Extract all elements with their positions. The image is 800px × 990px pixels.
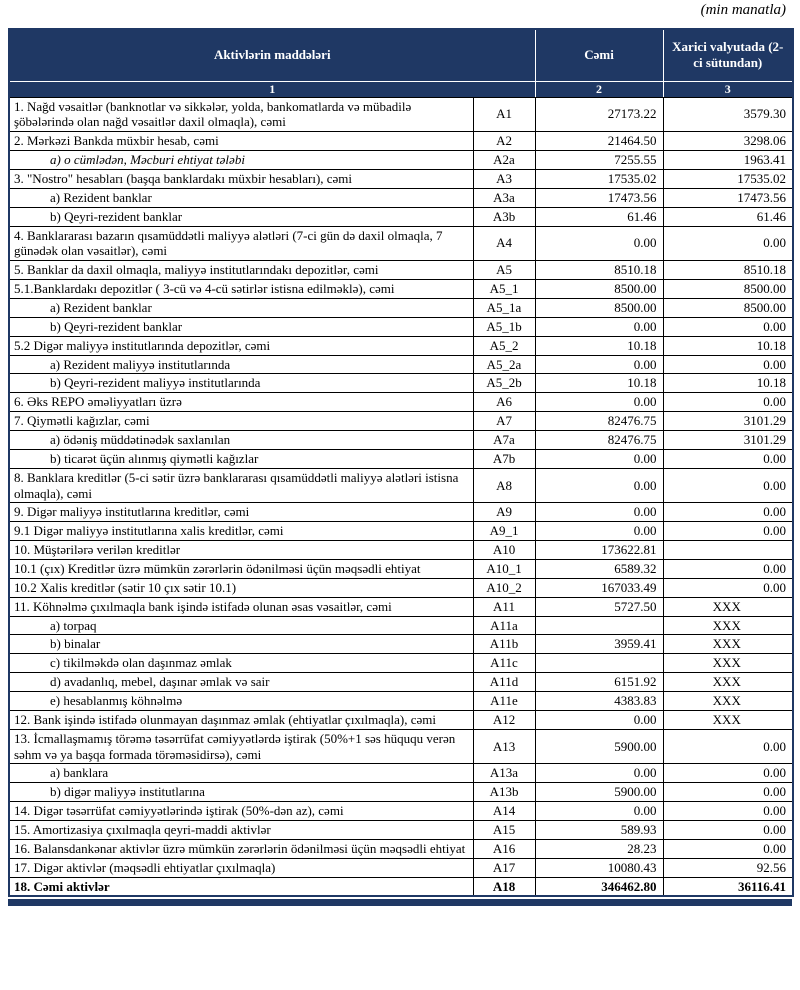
row-total-value: 10.18 [535, 336, 663, 355]
row-code: A3b [473, 207, 535, 226]
row-label: 5.1.Banklardakı depozitlər ( 3-cü və 4-cü sətirlər istisna edilməklə), cəmi [9, 280, 473, 299]
row-label: 6. Əks REPO əməliyyatları üzrə [9, 393, 473, 412]
table-row [9, 374, 793, 393]
row-foreign-value: 61.46 [663, 207, 793, 226]
row-foreign-value: 1963.41 [663, 151, 793, 170]
row-label: 10.2 Xalis kreditlər (sətir 10 çıx sətir 10.1) [9, 578, 473, 597]
row-total-value: 7255.55 [535, 151, 663, 170]
row-code: A11a [473, 616, 535, 635]
table-row [9, 412, 793, 431]
table-row [9, 802, 793, 821]
table-row [9, 188, 793, 207]
header-row [9, 29, 793, 81]
row-foreign-value: 92.56 [663, 858, 793, 877]
assets-table [8, 28, 794, 897]
row-total-value: 0.00 [535, 503, 663, 522]
row-label: 17. Digər aktivlər (məqsədli ehtiyatlar çıxılmaqla) [9, 858, 473, 877]
table-row [9, 503, 793, 522]
row-code: A2a [473, 151, 535, 170]
row-foreign-value: 36116.41 [663, 877, 793, 896]
row-label: 12. Bank işində istifadə olunmayan daşınmaz əmlak (ehtiyatlar çıxılmaqla), cəmi [9, 710, 473, 729]
row-total-value: 173622.81 [535, 541, 663, 560]
row-total-value: 0.00 [535, 449, 663, 468]
row-code: A11b [473, 635, 535, 654]
row-label: b) Qeyri-rezident banklar [9, 207, 473, 226]
row-label: c) tikilməkdə olan daşınmaz əmlak [9, 654, 473, 673]
table-row [9, 449, 793, 468]
row-label: 4. Banklararası bazarın qısamüddətli maliyyə alətləri (7-ci gün də daxil olmaqla, 7 günədək olan vəsaitlər), cəmi [9, 226, 473, 261]
row-foreign-value: 3579.30 [663, 97, 793, 132]
row-code: A4 [473, 226, 535, 261]
table-row [9, 355, 793, 374]
row-foreign-value: 0.00 [663, 468, 793, 503]
row-code: A7a [473, 430, 535, 449]
row-foreign-value [663, 541, 793, 560]
row-code: A5_1 [473, 280, 535, 299]
row-code: A16 [473, 839, 535, 858]
row-foreign-value: 0.00 [663, 802, 793, 821]
row-code: A7 [473, 412, 535, 431]
row-foreign-value: 0.00 [663, 764, 793, 783]
row-total-value: 10.18 [535, 374, 663, 393]
row-total-value: 17473.56 [535, 188, 663, 207]
row-label: 1. Nağd vəsaitlər (banknotlar və sikkələr, yolda, bankomatlarda və mübadilə şöbələrində olan nağd vəsaitlər daxil olmaqla), cəmi [9, 97, 473, 132]
table-row [9, 616, 793, 635]
table-row [9, 729, 793, 764]
row-total-value: 6151.92 [535, 673, 663, 692]
row-foreign-value: XXX [663, 635, 793, 654]
row-total-value: 346462.80 [535, 877, 663, 896]
bottom-rule-bar [8, 899, 792, 906]
row-label: d) avadanlıq, mebel, daşınar əmlak və sair [9, 673, 473, 692]
table-row [9, 151, 793, 170]
table-row [9, 578, 793, 597]
row-foreign-value: 0.00 [663, 821, 793, 840]
row-code: A1 [473, 97, 535, 132]
row-foreign-value: 0.00 [663, 522, 793, 541]
row-label: 10.1 (çıx) Kreditlər üzrə mümkün zərərlərin ödənilməsi üçün məqsədli ehtiyat [9, 559, 473, 578]
row-foreign-value: 0.00 [663, 839, 793, 858]
row-code: A13b [473, 783, 535, 802]
row-foreign-value: 0.00 [663, 317, 793, 336]
row-label: a) Rezident maliyyə institutlarında [9, 355, 473, 374]
row-foreign-value: 17535.02 [663, 169, 793, 188]
row-label: 18. Cəmi aktivlər [9, 877, 473, 896]
row-total-value [535, 654, 663, 673]
row-foreign-value: 0.00 [663, 503, 793, 522]
row-foreign-value: 3101.29 [663, 412, 793, 431]
row-total-value: 5900.00 [535, 783, 663, 802]
row-label: 15. Amortizasiya çıxılmaqla qeyri-maddi aktivlər [9, 821, 473, 840]
row-label: 14. Digər təsərrüfat cəmiyyətlərində iştirak (50%-dən az), cəmi [9, 802, 473, 821]
row-total-value: 0.00 [535, 468, 663, 503]
row-total-value: 28.23 [535, 839, 663, 858]
row-label: a) banklara [9, 764, 473, 783]
table-row [9, 261, 793, 280]
table-row [9, 839, 793, 858]
row-label: 3. "Nostro" hesabları (başqa banklardakı müxbir hesabları), cəmi [9, 169, 473, 188]
row-foreign-value: 3298.06 [663, 132, 793, 151]
table-row [9, 635, 793, 654]
row-label: 7. Qiymətli kağızlar, cəmi [9, 412, 473, 431]
row-foreign-value: XXX [663, 654, 793, 673]
col-header-total: Cəmi [535, 29, 663, 81]
row-label: 9.1 Digər maliyyə institutlarına xalis kreditlər, cəmi [9, 522, 473, 541]
row-code: A11e [473, 692, 535, 711]
table-row [9, 597, 793, 616]
row-code: A10_2 [473, 578, 535, 597]
row-label: 2. Mərkəzi Bankda müxbir hesab, cəmi [9, 132, 473, 151]
row-label: b) binalar [9, 635, 473, 654]
row-label: a) ödəniş müddətinədək saxlanılan [9, 430, 473, 449]
table-row [9, 226, 793, 261]
row-code: A17 [473, 858, 535, 877]
table-row [9, 522, 793, 541]
row-code: A5_2b [473, 374, 535, 393]
table-row [9, 692, 793, 711]
row-label: a) torpaq [9, 616, 473, 635]
row-label: 13. İcmallaşmamış törəmə təsərrüfat cəmiyyətlərdə iştirak (50%+1 səs hüququ verən səhm və ya başqa formada törəməsidirsə), cəmi [9, 729, 473, 764]
row-label: a) Rezident banklar [9, 298, 473, 317]
row-total-value: 17535.02 [535, 169, 663, 188]
table-row [9, 858, 793, 877]
table-row [9, 541, 793, 560]
row-code: A13 [473, 729, 535, 764]
row-foreign-value: 10.18 [663, 336, 793, 355]
row-total-value: 82476.75 [535, 430, 663, 449]
row-total-value: 8510.18 [535, 261, 663, 280]
row-code: A9_1 [473, 522, 535, 541]
row-total-value: 0.00 [535, 802, 663, 821]
row-foreign-value: XXX [663, 616, 793, 635]
row-total-value: 0.00 [535, 226, 663, 261]
row-total-value: 82476.75 [535, 412, 663, 431]
table-row [9, 783, 793, 802]
row-total-value: 0.00 [535, 522, 663, 541]
row-label: 8. Banklara kreditlər (5-ci sətir üzrə banklararası qısamüddətli maliyyə alətləri istisna olmaqla), cəmi [9, 468, 473, 503]
table-row [9, 280, 793, 299]
row-total-value: 27173.22 [535, 97, 663, 132]
table-row [9, 654, 793, 673]
row-label: 11. Köhnəlmə çıxılmaqla bank işində istifadə olunan əsas vəsaitlər, cəmi [9, 597, 473, 616]
table-row [9, 207, 793, 226]
table-row [9, 764, 793, 783]
table-row [9, 298, 793, 317]
row-total-value: 5900.00 [535, 729, 663, 764]
row-foreign-value: 0.00 [663, 578, 793, 597]
row-code: A9 [473, 503, 535, 522]
row-total-value: 10080.43 [535, 858, 663, 877]
row-code: A18 [473, 877, 535, 896]
assets-table-wrap [8, 28, 792, 906]
row-foreign-value: 8510.18 [663, 261, 793, 280]
table-row [9, 430, 793, 449]
row-code: A10_1 [473, 559, 535, 578]
row-label: b) digər maliyyə institutlarına [9, 783, 473, 802]
row-foreign-value: XXX [663, 710, 793, 729]
row-code: A5_2 [473, 336, 535, 355]
table-row [9, 710, 793, 729]
table-row [9, 559, 793, 578]
row-code: A5_2a [473, 355, 535, 374]
row-code: A14 [473, 802, 535, 821]
row-code: A11c [473, 654, 535, 673]
row-foreign-value: 0.00 [663, 449, 793, 468]
row-total-value: 167033.49 [535, 578, 663, 597]
row-foreign-value: 0.00 [663, 783, 793, 802]
row-foreign-value: 17473.56 [663, 188, 793, 207]
row-code: A11d [473, 673, 535, 692]
row-code: A5 [473, 261, 535, 280]
col-number-1: 1 [9, 81, 535, 97]
table-row [9, 336, 793, 355]
col-number-2: 2 [535, 81, 663, 97]
row-label: 9. Digər maliyyə institutlarına kreditlər, cəmi [9, 503, 473, 522]
table-body [9, 97, 793, 896]
row-code: A6 [473, 393, 535, 412]
row-label: 5. Banklar da daxil olmaqla, maliyyə institutlarındakı depozitlər, cəmi [9, 261, 473, 280]
row-code: A8 [473, 468, 535, 503]
row-foreign-value: 0.00 [663, 226, 793, 261]
row-total-value [535, 616, 663, 635]
row-total-value: 8500.00 [535, 280, 663, 299]
table-row [9, 132, 793, 151]
row-code: A12 [473, 710, 535, 729]
col-number-3: 3 [663, 81, 793, 97]
row-total-value: 61.46 [535, 207, 663, 226]
row-code: A5_1b [473, 317, 535, 336]
row-foreign-value: 0.00 [663, 559, 793, 578]
table-row [9, 468, 793, 503]
row-foreign-value: 0.00 [663, 393, 793, 412]
row-code: A3 [473, 169, 535, 188]
table-row [9, 169, 793, 188]
table-row [9, 821, 793, 840]
row-code: A15 [473, 821, 535, 840]
row-label: a) o cümlədən, Məcburi ehtiyat tələbi [9, 151, 473, 170]
row-total-value: 0.00 [535, 710, 663, 729]
row-foreign-value: 0.00 [663, 355, 793, 374]
col-header-items: Aktivlərin maddələri [9, 29, 535, 81]
row-label: b) Qeyri-rezident maliyyə institutlarında [9, 374, 473, 393]
col-header-foreign: Xarici valyutada (2-ci sütundan) [663, 29, 793, 81]
row-label: a) Rezident banklar [9, 188, 473, 207]
row-foreign-value: 0.00 [663, 729, 793, 764]
row-total-value: 4383.83 [535, 692, 663, 711]
table-header [9, 29, 793, 97]
row-foreign-value: XXX [663, 673, 793, 692]
row-total-value: 6589.32 [535, 559, 663, 578]
row-foreign-value: XXX [663, 597, 793, 616]
row-label: b) ticarət üçün alınmış qiymətli kağızlar [9, 449, 473, 468]
row-foreign-value: 3101.29 [663, 430, 793, 449]
row-label: e) hesablanmış köhnəlmə [9, 692, 473, 711]
row-label: 5.2 Digər maliyyə institutlarında depozitlər, cəmi [9, 336, 473, 355]
table-row [9, 877, 793, 896]
row-foreign-value: 8500.00 [663, 298, 793, 317]
row-total-value: 5727.50 [535, 597, 663, 616]
row-code: A7b [473, 449, 535, 468]
row-code: A2 [473, 132, 535, 151]
row-foreign-value: 10.18 [663, 374, 793, 393]
row-code: A3a [473, 188, 535, 207]
row-total-value: 3959.41 [535, 635, 663, 654]
row-total-value: 0.00 [535, 393, 663, 412]
table-row [9, 317, 793, 336]
column-number-row [9, 81, 793, 97]
row-code: A13a [473, 764, 535, 783]
row-total-value: 8500.00 [535, 298, 663, 317]
row-label: 10. Müştərilərə verilən kreditlər [9, 541, 473, 560]
row-label: b) Qeyri-rezident banklar [9, 317, 473, 336]
row-code: A11 [473, 597, 535, 616]
row-code: A5_1a [473, 298, 535, 317]
table-row [9, 97, 793, 132]
row-total-value: 0.00 [535, 317, 663, 336]
row-label: 16. Balansdankənar aktivlər üzrə mümkün zərərlərin ödənilməsi üçün məqsədli ehtiyat [9, 839, 473, 858]
row-foreign-value: XXX [663, 692, 793, 711]
row-total-value: 21464.50 [535, 132, 663, 151]
row-foreign-value: 8500.00 [663, 280, 793, 299]
table-row [9, 393, 793, 412]
row-total-value: 589.93 [535, 821, 663, 840]
table-row [9, 673, 793, 692]
row-code: A10 [473, 541, 535, 560]
unit-note: (min manatla) [700, 2, 786, 18]
row-total-value: 0.00 [535, 764, 663, 783]
row-total-value: 0.00 [535, 355, 663, 374]
